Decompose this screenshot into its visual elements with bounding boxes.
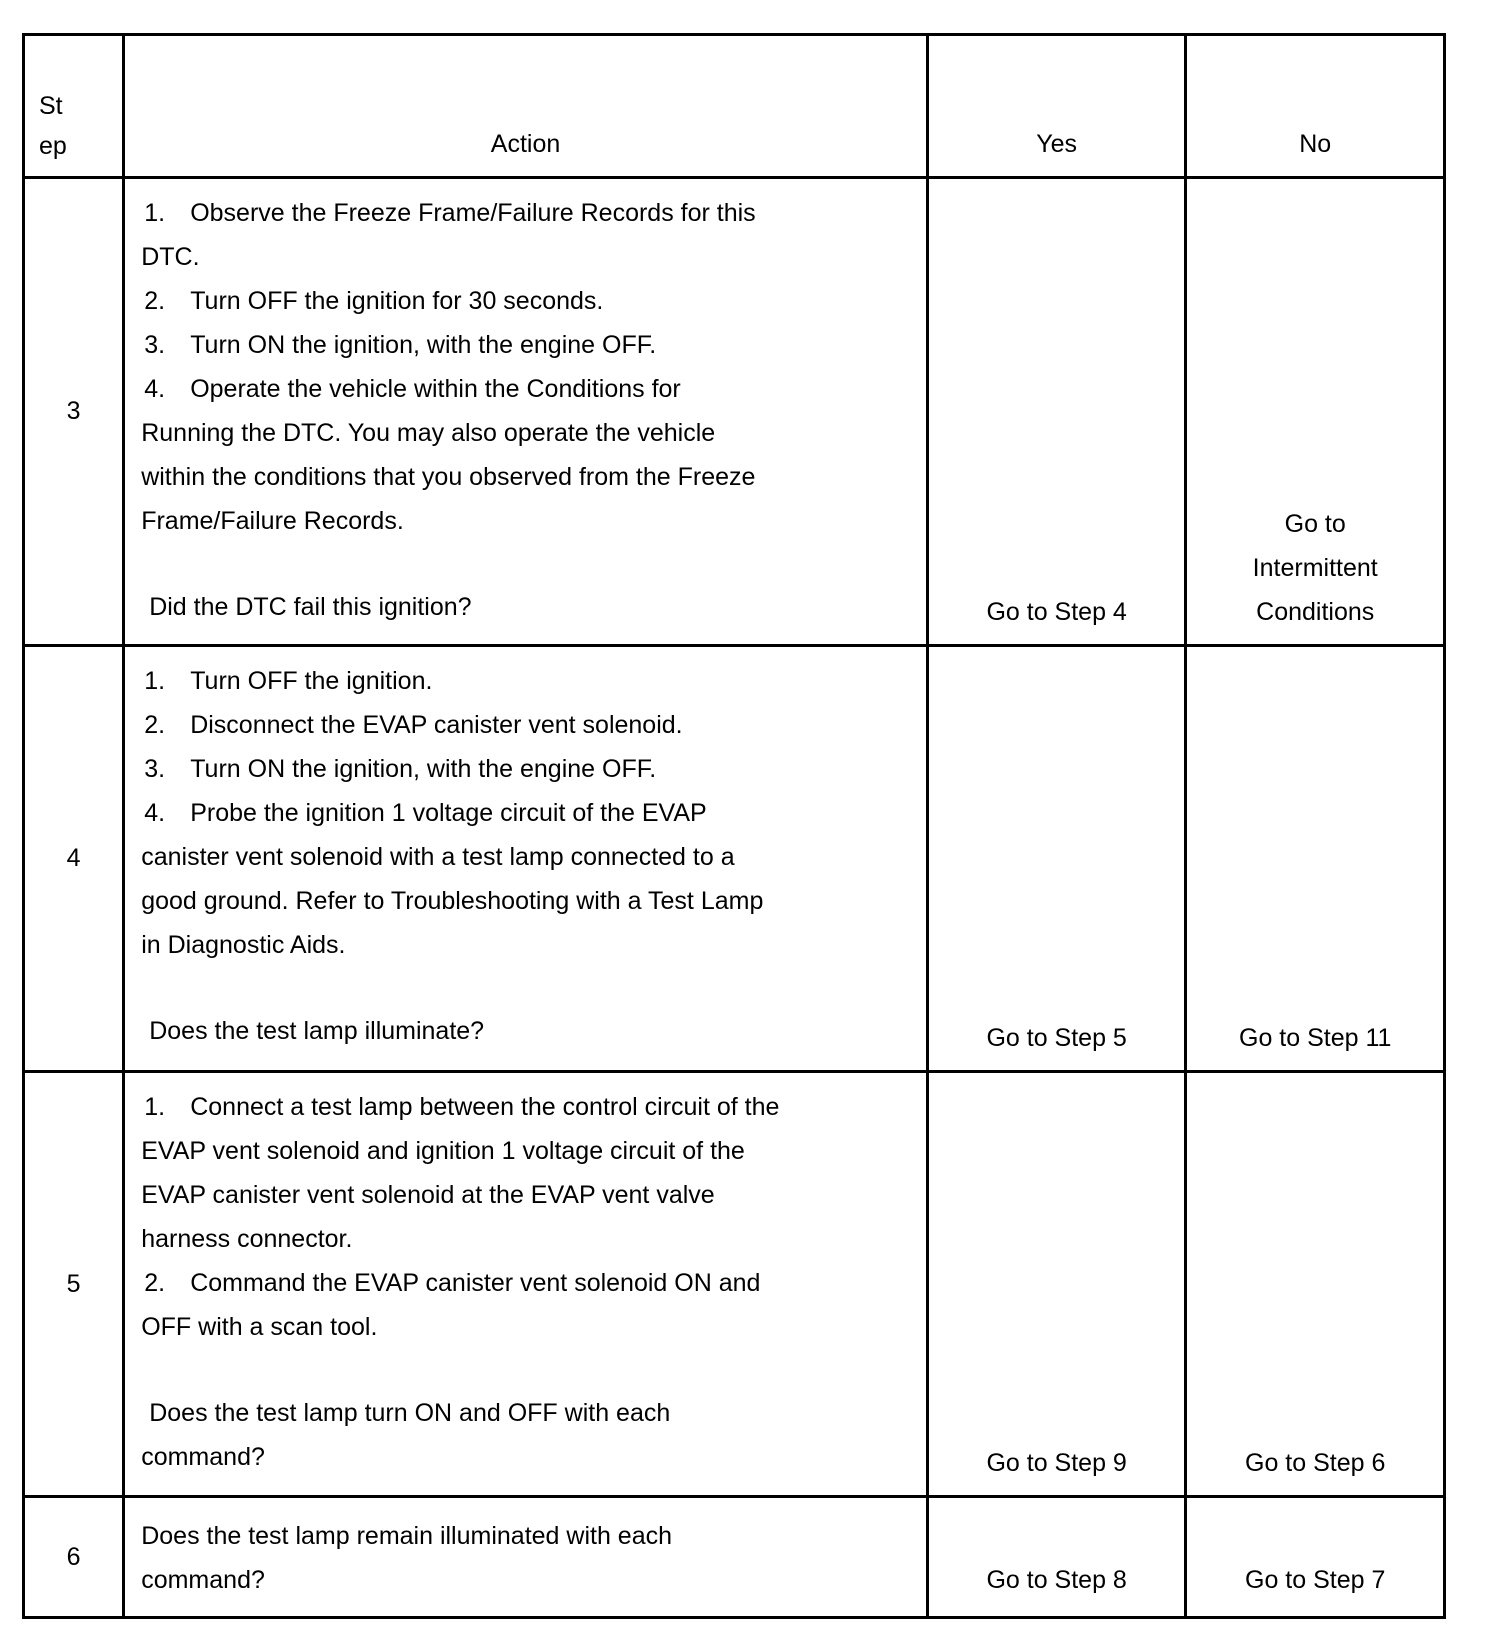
- table-header-row: [24, 35, 1445, 178]
- table-row: [24, 1071, 1445, 1497]
- header-step-line-2: ep: [39, 131, 67, 160]
- no-result: Go to Intermittent Conditions: [1186, 177, 1445, 645]
- no-result: Go to Step 11: [1186, 645, 1445, 1071]
- action-line: in Diagnostic Aids.: [141, 930, 346, 959]
- question-text-cont: command?: [141, 1566, 265, 1595]
- yes-result: Go to Step 8: [927, 1497, 1186, 1618]
- action-line: within the conditions that you observed from the Freeze: [141, 462, 756, 491]
- header-yes: Yes: [927, 35, 1186, 178]
- no-result: Go to Step 6: [1186, 1071, 1445, 1497]
- step-number: 6: [24, 1497, 124, 1618]
- action-item: 3. Turn ON the ignition, with the engine OFF.: [144, 330, 657, 359]
- action-item: 4. Operate the vehicle within the Conditions for: [144, 374, 681, 403]
- question-text: Does the test lamp illuminate?: [149, 1016, 485, 1045]
- table-row: [24, 645, 1445, 1071]
- action-item: 2. Disconnect the EVAP canister vent solenoid.: [144, 710, 683, 739]
- step-number: 4: [24, 645, 124, 1071]
- action-line: Frame/Failure Records.: [141, 506, 404, 535]
- step-number: 5: [24, 1071, 124, 1497]
- header-step-line-1: St: [39, 91, 63, 120]
- question-text: Does the test lamp turn ON and OFF with each: [149, 1398, 671, 1427]
- diagnostic-table: [22, 33, 1446, 1619]
- step-number: 3: [24, 177, 124, 645]
- action-item: 1. Turn OFF the ignition.: [144, 666, 433, 695]
- no-result: Go to Step 7: [1186, 1497, 1445, 1618]
- action-line: Running the DTC. You may also operate the vehicle: [141, 418, 716, 447]
- question-text-cont: command?: [141, 1442, 265, 1471]
- action-item: 1. Observe the Freeze Frame/Failure Records for this: [144, 198, 756, 227]
- action-item: 1. Connect a test lamp between the control circuit of the: [144, 1092, 780, 1121]
- table-row: [24, 177, 1445, 645]
- action-item: 2. Command the EVAP canister vent solenoid ON and: [144, 1268, 761, 1297]
- action-item: 3. Turn ON the ignition, with the engine OFF.: [144, 754, 657, 783]
- action-cell: [124, 1497, 928, 1618]
- yes-result: Go to Step 9: [927, 1071, 1186, 1497]
- action-line: good ground. Refer to Troubleshooting with a Test Lamp: [141, 886, 764, 915]
- header-step: [24, 35, 124, 178]
- action-line: DTC.: [141, 242, 200, 271]
- header-action: Action: [124, 35, 928, 178]
- question-text: Did the DTC fail this ignition?: [149, 592, 472, 621]
- action-item: 4. Probe the ignition 1 voltage circuit of the EVAP: [144, 798, 707, 827]
- table-row: [24, 1497, 1445, 1618]
- header-no: No: [1186, 35, 1445, 178]
- action-cell: [124, 177, 928, 645]
- question-text: Does the test lamp remain illuminated with each: [141, 1522, 673, 1551]
- action-line: canister vent solenoid with a test lamp connected to a: [141, 842, 735, 871]
- action-line: OFF with a scan tool.: [141, 1312, 378, 1341]
- yes-result: Go to Step 4: [927, 177, 1186, 645]
- yes-result: Go to Step 5: [927, 645, 1186, 1071]
- action-item: 2. Turn OFF the ignition for 30 seconds.: [144, 286, 604, 315]
- action-cell: [124, 645, 928, 1071]
- action-line: harness connector.: [141, 1224, 353, 1253]
- action-line: EVAP vent solenoid and ignition 1 voltage circuit of the: [141, 1136, 745, 1165]
- action-line: EVAP canister vent solenoid at the EVAP vent valve: [141, 1180, 715, 1209]
- action-cell: [124, 1071, 928, 1497]
